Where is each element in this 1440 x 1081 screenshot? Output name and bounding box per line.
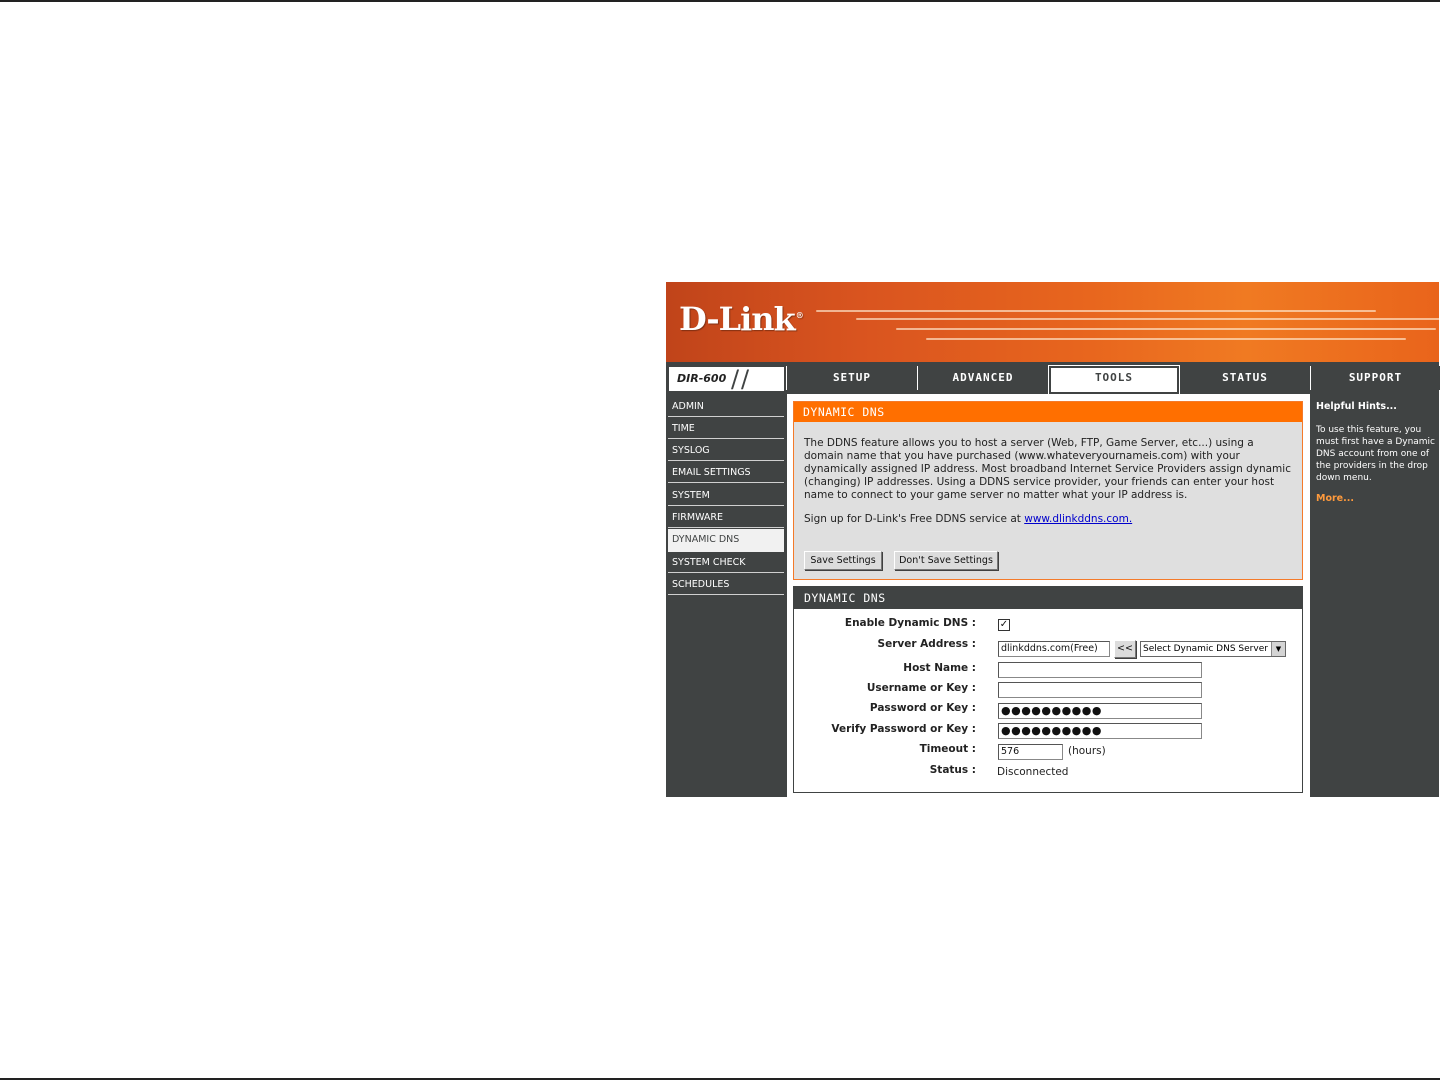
chevron-down-icon: ▼ [1271,642,1285,656]
hints-title: Helpful Hints... [1316,401,1397,412]
model-name: DIR-600 [677,372,727,385]
sidebar-item-email-settings[interactable]: EMAIL SETTINGS [668,462,784,483]
hints-body: To use this feature, you must first have a Dynamic DNS account from one of the providers in the drop down menu. [1316,425,1436,483]
sidebar-item-system-check[interactable]: SYSTEM CHECK [668,552,784,573]
status-value: Disconnected [997,766,1069,778]
dynamic-dns-form [793,586,1303,793]
bottom-rule [0,1078,1440,1080]
sidebar-item-syslog[interactable]: SYSLOG [668,440,784,461]
dont-save-settings-button[interactable]: Don't Save Settings [894,551,998,570]
tab-advanced[interactable]: ADVANCED [917,366,1048,390]
tab-setup[interactable]: SETUP [786,366,917,390]
dlink-logo: D-Link® [679,300,803,338]
ddns-server-select[interactable]: Select Dynamic DNS Server ▼ [1140,641,1286,657]
sidebar-item-time[interactable]: TIME [668,418,784,439]
model-badge [668,366,785,392]
server-address-label: Server Address : [877,638,976,650]
model-slash-icon: / [731,365,740,393]
banner-swoosh [1220,282,1439,362]
timeout-label: Timeout : [919,743,976,755]
password-input[interactable]: ●●●●●●●●●● [998,703,1202,719]
model-slash-icon: / [741,365,750,393]
enable-ddns-checkbox[interactable]: ✓ [999,619,1009,630]
username-label: Username or Key : [866,682,976,694]
intro-description: The DDNS feature allows you to host a server (Web, FTP, Game Server, etc...) using a domain name that you have purchased (www.whateveryournameis.com) with your dynamically assigned IP address. Most broadband Internet Service Providers assign dynamic (changing) IP addresses. Using a DDNS service provider, your friends can enter your host name to connect to your game server no matter what your IP address is. [804,437,1291,501]
hints-more-link[interactable]: More... [1316,493,1354,504]
header-banner [666,282,1439,362]
verify-password-label: Verify Password or Key : [831,723,976,735]
intro-section [793,401,1303,580]
username-input[interactable] [998,682,1202,698]
save-settings-button[interactable]: Save Settings [804,551,882,570]
sidebar-item-schedules[interactable]: SCHEDULES [668,574,784,595]
sidebar-item-firmware[interactable]: FIRMWARE [668,507,784,528]
host-name-input[interactable] [998,662,1202,678]
main-content [787,394,1310,797]
router-admin-panel [666,282,1439,797]
intro-title: DYNAMIC DNS [794,402,1302,422]
dlinkddns-link[interactable]: www.dlinkddns.com. [1024,513,1133,525]
server-address-input[interactable]: dlinkddns.com(Free) [998,641,1110,657]
timeout-unit: (hours) [1068,745,1106,757]
form-title: DYNAMIC DNS [794,587,1302,609]
status-label: Status : [929,764,976,776]
enable-ddns-label: Enable Dynamic DNS : [844,617,976,629]
host-name-label: Host Name : [903,662,976,674]
signup-text: Sign up for D-Link's Free DDNS service at www.dlinkddns.com. [804,513,1133,525]
tab-support[interactable]: SUPPORT [1310,366,1440,390]
copy-server-button[interactable]: << [1114,640,1136,658]
password-label: Password or Key : [869,702,976,714]
top-rule [0,0,1440,2]
helpful-hints-panel [1311,394,1439,797]
timeout-input[interactable]: 576 [998,744,1063,760]
sidebar-menu [666,394,786,797]
sidebar-item-dynamic-dns[interactable]: DYNAMIC DNS [668,529,784,552]
top-navigation [666,364,1439,394]
tab-tools[interactable]: TOOLS [1049,366,1179,394]
sidebar-item-system[interactable]: SYSTEM [668,485,784,506]
tab-status[interactable]: STATUS [1179,366,1310,390]
verify-password-input[interactable]: ●●●●●●●●●● [998,723,1202,739]
sidebar-item-admin[interactable]: ADMIN [668,396,784,417]
